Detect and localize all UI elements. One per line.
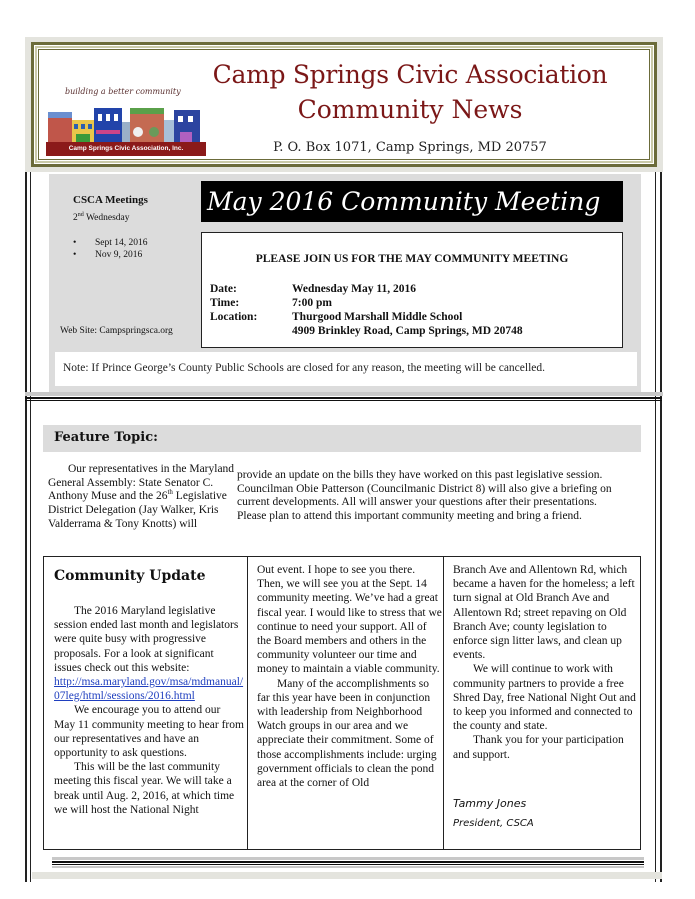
meeting-invitation-heading: PLEASE JOIN US FOR THE MAY COMMUNITY MEETING bbox=[255, 253, 569, 265]
website-text[interactable]: Web Site: Campspringsca.org bbox=[60, 326, 173, 336]
feature-left-part1: Our representatives in the Maryland General Assembly: State Senator C. Anthony Muse and the 26 bbox=[48, 463, 235, 503]
community-update-column-2 bbox=[248, 557, 444, 849]
paragraph-text: We encourage you to attend our May 11 community meeting to hear from our representatives and have an opportunity to ask questions. bbox=[54, 704, 244, 760]
feature-topic-title: Feature Topic: bbox=[54, 430, 158, 445]
sidebar-title: CSCA Meetings bbox=[73, 194, 148, 206]
meeting-title-banner: May 2016 Community Meeting bbox=[201, 181, 623, 222]
signature-title: President, CSCA bbox=[453, 818, 534, 829]
community-update-column-3 bbox=[444, 557, 640, 849]
paragraph-text: Thank you for your participation and support. bbox=[453, 734, 624, 761]
paragraph bbox=[453, 563, 638, 662]
legislative-sessions-link[interactable]: http://msa.maryland.gov/msa/mdmanual/07leg/html/sessions/2016.html bbox=[54, 676, 244, 703]
feature-topic-header bbox=[43, 425, 641, 452]
row-value: Wednesday May 11, 2016 bbox=[292, 283, 416, 295]
paragraph-text: Many of the accomplishments so far this year have been in conjunction with leadership from Neighborhood Watch groups in our area and we appreciate their commitment. Some of those accomplishments include: urging government officials to clean the pond area at the corner of Old bbox=[257, 677, 437, 790]
paragraph bbox=[257, 563, 442, 677]
section-divider-grey bbox=[25, 392, 663, 396]
mailing-address: P. O. Box 1071, Camp Springs, MD 20757 bbox=[273, 140, 547, 155]
meeting-date-row bbox=[210, 283, 416, 295]
meeting-schedule bbox=[73, 212, 130, 223]
column-2-text bbox=[257, 563, 442, 790]
schedule-suffix: nd bbox=[77, 212, 84, 218]
row-label: Date: bbox=[210, 283, 237, 295]
paragraph-text: Out event. I hope to see you there. Then, we will see you at the Sept. 14 community meeting. We’ve had a great fiscal year. I would like to stress that we continue to need your support. All of the Board members and others in the community volunteer our time and money to maintain a viable community. bbox=[257, 564, 442, 676]
row-value: Thurgood Marshall Middle School bbox=[292, 311, 463, 323]
paragraph bbox=[54, 703, 244, 760]
cancellation-note-box bbox=[55, 352, 637, 386]
schedule-day: 2 bbox=[73, 213, 78, 224]
meeting-date-item: • Sept 14, 2016 bbox=[73, 237, 148, 249]
paragraph-text: The 2016 Maryland legislative session ended last month and legislators were quite busy with progressive proposals. For a look at significant issues check out this website: bbox=[54, 605, 239, 674]
column-3-text bbox=[453, 563, 638, 762]
paragraph-text: We will continue to work with community partners to provide a free Shred Day, free National Night Out and to keep you informed and connected to the county and state. bbox=[453, 663, 636, 733]
schedule-rest: Wednesday bbox=[83, 213, 130, 224]
meeting-address-row bbox=[210, 325, 523, 337]
cancellation-note: Note: If Prince George’s County Public Schools are closed for any reason, the meeting will be cancelled. bbox=[63, 362, 546, 374]
paragraph-text: This will be the last community meeting this fiscal year. We will take a break until Aug. 2, 2016, at which time we will host the National Night bbox=[54, 761, 235, 816]
organization-logo bbox=[46, 88, 206, 156]
page-bottom-band bbox=[32, 872, 662, 879]
paragraph bbox=[54, 604, 244, 703]
community-update-title: Community Update bbox=[54, 568, 206, 584]
section-divider-line bbox=[25, 397, 662, 399]
logo-tagline: building a better community bbox=[65, 87, 181, 96]
page-border-left-outer bbox=[25, 172, 27, 882]
paragraph-text: Branch Ave and Allentown Rd, which became a haven for the homeless; a left turn signal at Old Branch Ave and Allentown Rd; street repaving on Old Branch Ave; county legislation to enforce sign litter laws, and clean up events. bbox=[453, 564, 635, 662]
meeting-location-row bbox=[210, 311, 462, 323]
meeting-dates-list bbox=[73, 237, 148, 261]
logo-banner-text: Camp Springs Civic Association, Inc. bbox=[46, 142, 206, 156]
newsletter-title: Community News bbox=[297, 95, 523, 124]
row-label: Location: bbox=[210, 311, 258, 323]
feature-text-right: provide an update on the bills they have worked on this past legislative session. Councilman Obie Patterson (Councilmanic District 8) will also give a briefing on current developments. All will answer your questions after their presentations. Please plan to attend this important community meeting and bring a friend. bbox=[237, 469, 612, 523]
meeting-details-box bbox=[201, 232, 623, 348]
feature-text-left bbox=[48, 463, 248, 532]
section-divider-line bbox=[25, 400, 662, 401]
page-border-right-outer bbox=[660, 172, 662, 882]
community-update-column-1 bbox=[44, 557, 248, 849]
feature-left-sup: th bbox=[167, 488, 173, 497]
bottom-divider-grey bbox=[52, 866, 644, 868]
paragraph bbox=[54, 760, 244, 817]
signature-name: Tammy Jones bbox=[453, 797, 527, 810]
column-1-text bbox=[54, 604, 244, 817]
row-value: 7:00 pm bbox=[292, 297, 332, 309]
bottom-divider-grey bbox=[52, 857, 644, 860]
meeting-time-row bbox=[210, 297, 332, 309]
paragraph bbox=[257, 677, 442, 791]
page-border-right-inner bbox=[655, 172, 656, 882]
paragraph bbox=[453, 662, 638, 733]
bottom-divider-line bbox=[52, 864, 644, 865]
paragraph bbox=[453, 733, 638, 761]
meeting-date-item: • Nov 9, 2016 bbox=[73, 249, 148, 261]
community-update-table bbox=[43, 556, 641, 850]
row-label: Time: bbox=[210, 297, 240, 309]
bottom-divider-line bbox=[52, 861, 644, 863]
organization-name: Camp Springs Civic Association bbox=[212, 60, 608, 89]
feature-left-part2: Legislative District Delegation (Jay Walker, Kris Valderrama & Tony Knotts) will bbox=[48, 490, 227, 530]
row-value: 4909 Brinkley Road, Camp Springs, MD 20748 bbox=[292, 325, 523, 337]
page-border-left-inner bbox=[30, 172, 31, 882]
